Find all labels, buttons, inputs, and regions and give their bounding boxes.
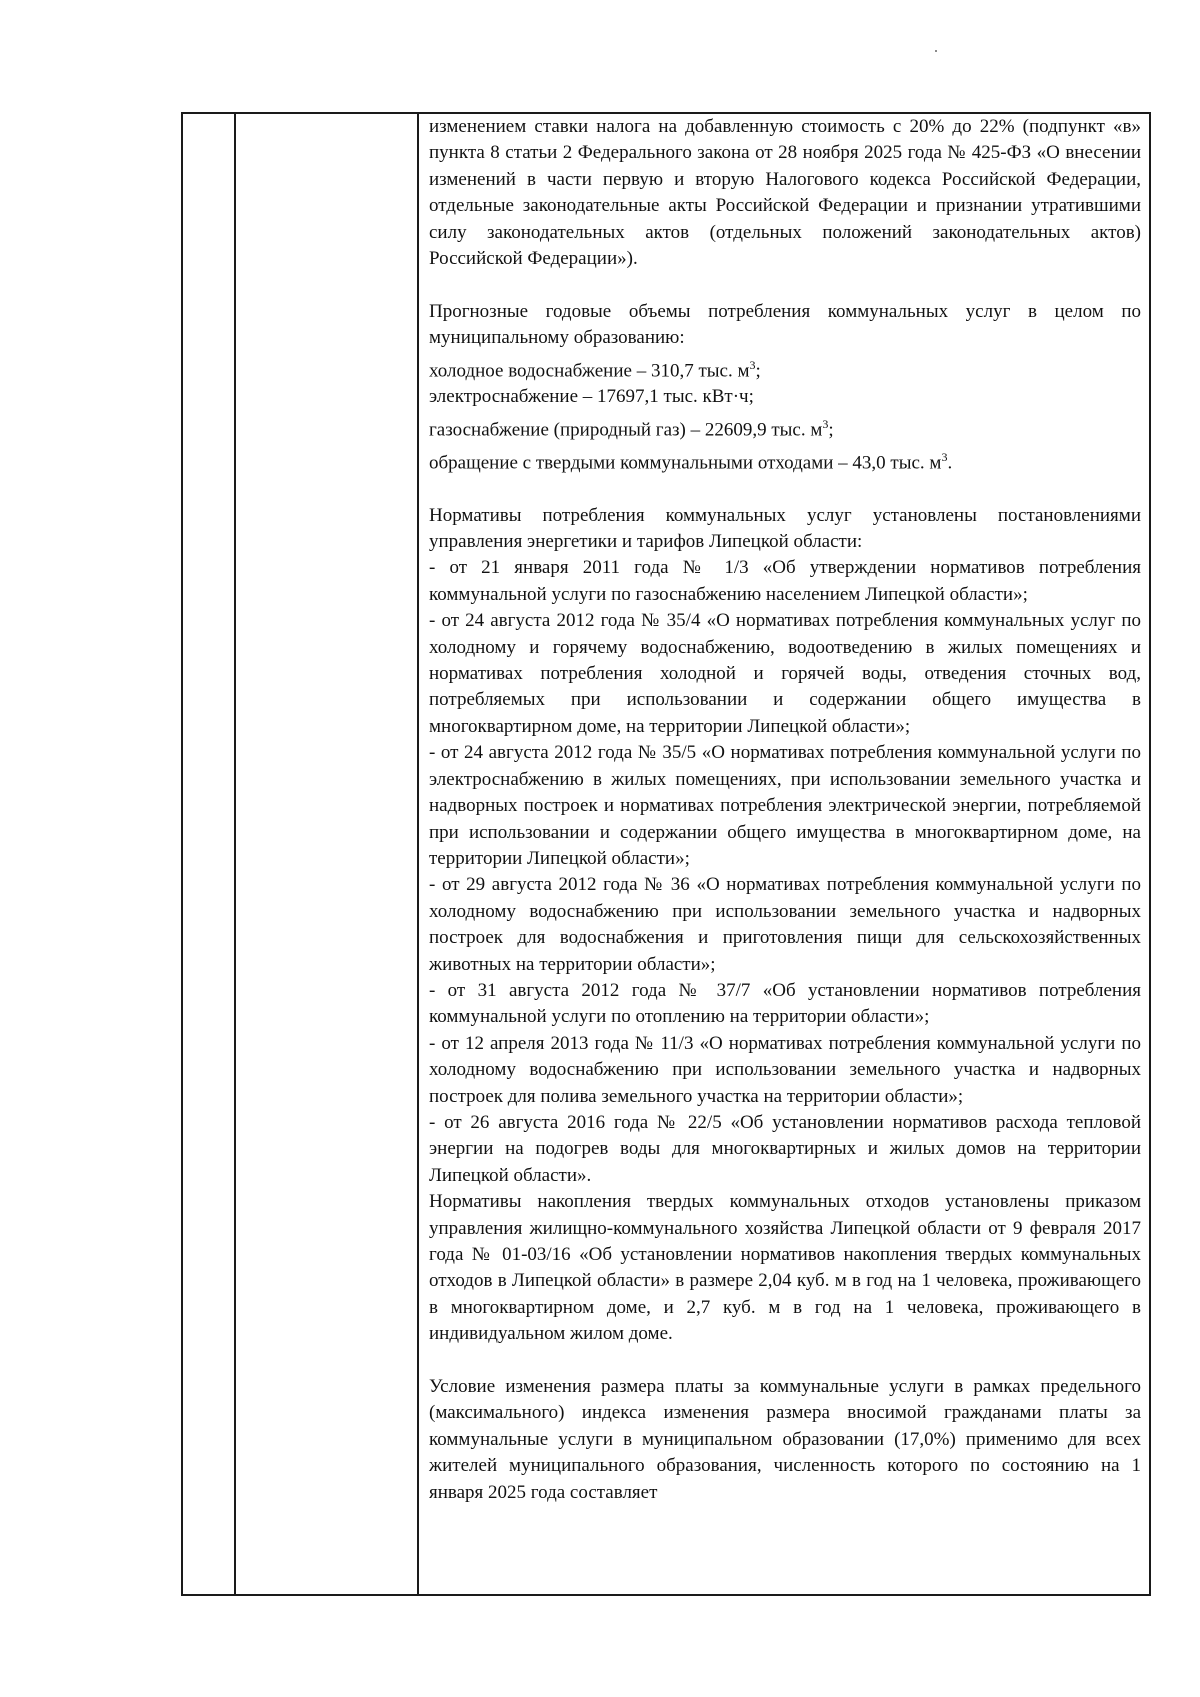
norms-heading: Нормативы потребления коммунальных услуг установлены постановлениями управления энергетики и тарифов Липецкой области: <box>429 504 1141 553</box>
table-column-name <box>236 114 419 1594</box>
volume-waste: обращение с твердыми коммунальными отходами – 43,0 тыс. $м^3$. <box>429 449 953 473</box>
condition-paragraph: Условие изменения размера платы за коммунальные услуги в рамках предельного (максимального) индекса изменения размера вносимой гражданами платы за коммунальные услуги в муниципальном образовании (17,0%) применимо для всех жителей муниципального образования, численность которого по состоянию на 1 января 2025 года составляет <box>429 1376 1141 1503</box>
norm-item: - от 21 января 2011 года № 1/3 «Об утверждении нормативов потребления коммунальной услуги по газоснабжению населением Липецкой области»; <box>429 557 1141 605</box>
norm-item: - от 29 августа 2012 года № 36 «О нормативах потребления коммунальной услуги по холодному водоснабжению при использовании земельного участка и надворных построек для водоснабжения и приготовления пищи для сельскохозяйственных животных на территории области»; <box>429 874 1141 975</box>
table-column-content <box>419 114 1149 1594</box>
norm-item: - от 12 апреля 2013 года № 11/3 «О нормативах потребления коммунальной услуги по холодному водоснабжению при использовании земельного участка и надворных построек для полива земельного участка на территории области»; <box>429 1032 1141 1107</box>
condition-block <box>429 1374 1141 1506</box>
volume-water: холодное водоснабжение – 310,7 тыс. $м^3$; <box>429 357 761 381</box>
volume-gas: газоснабжение (природный газ) – 22609,9 тыс. $м^3$; <box>429 416 834 441</box>
norm-item: - от 24 августа 2012 года № 35/5 «О нормативах потребления коммунальной услуги по электроснабжению в жилых помещениях, при использовании земельного участка и надворных построек и нормативах потребления электрической энергии, потребляемой при использовании и содержании общего имущества в многоквартирном доме, на территории Липецкой области»; <box>429 742 1141 869</box>
norm-item: - от 31 августа 2012 года № 37/7 «Об установлении нормативов потребления коммунальной услуги по отоплению на территории области»; <box>429 979 1141 1028</box>
scan-speck <box>935 50 937 52</box>
volumes-heading: Прогнозные годовые объемы потребления коммунальных услуг в целом по муниципальному образованию: <box>429 300 1141 349</box>
volumes-block <box>429 299 1141 476</box>
volume-electricity: электроснабжение – 17697,1 тыс. кВт·ч; <box>429 386 754 408</box>
table-column-number <box>183 114 236 1594</box>
norms-block <box>429 503 1141 1348</box>
intro-paragraph: изменением ставки налога на добавленную стоимость с 20% до 22% (подпункт «в» пункта 8 статьи 2 Федерального закона от 28 ноября 2025 года № 425-ФЗ «О внесении изменений в части первую и вторую Налогового кодекса Российской Федерации, отдельные законодательные акты Российской Федерации и признании утратившими силу законодательных актов (отдельных положений законодательных актов) Российской Федерации»). <box>429 116 1141 270</box>
waste-norms-paragraph: Нормативы накопления твердых коммунальных отходов установлены приказом управления жилищно-коммунального хозяйства Липецкой области от 9 февраля 2017 года № 01-03/16 «Об установлении нормативов накопления твердых коммунальных отходов в Липецкой области» в размере 2,04 куб. м в год на 1 человека, проживающего в многоквартирном доме, и 2,7 куб. м в год на 1 человека, проживающего в индивидуальном жилом доме. <box>429 1191 1141 1345</box>
norm-item: - от 24 августа 2012 года № 35/4 «О нормативах потребления коммунальных услуг по холодному и горячему водоснабжению, водоотведению в жилых помещениях и нормативах потребления холодной и горячей воды, отведения сточных вод, потребляемых при использовании и содержании общего имущества в многоквартирном доме, на территории Липецкой области»; <box>429 610 1141 737</box>
document-table <box>181 112 1151 1596</box>
norm-item: - от 26 августа 2016 года № 22/5 «Об установлении нормативов расхода тепловой энергии на подогрев воды для многоквартирных и жилых домов на территории Липецкой области». <box>429 1111 1141 1186</box>
